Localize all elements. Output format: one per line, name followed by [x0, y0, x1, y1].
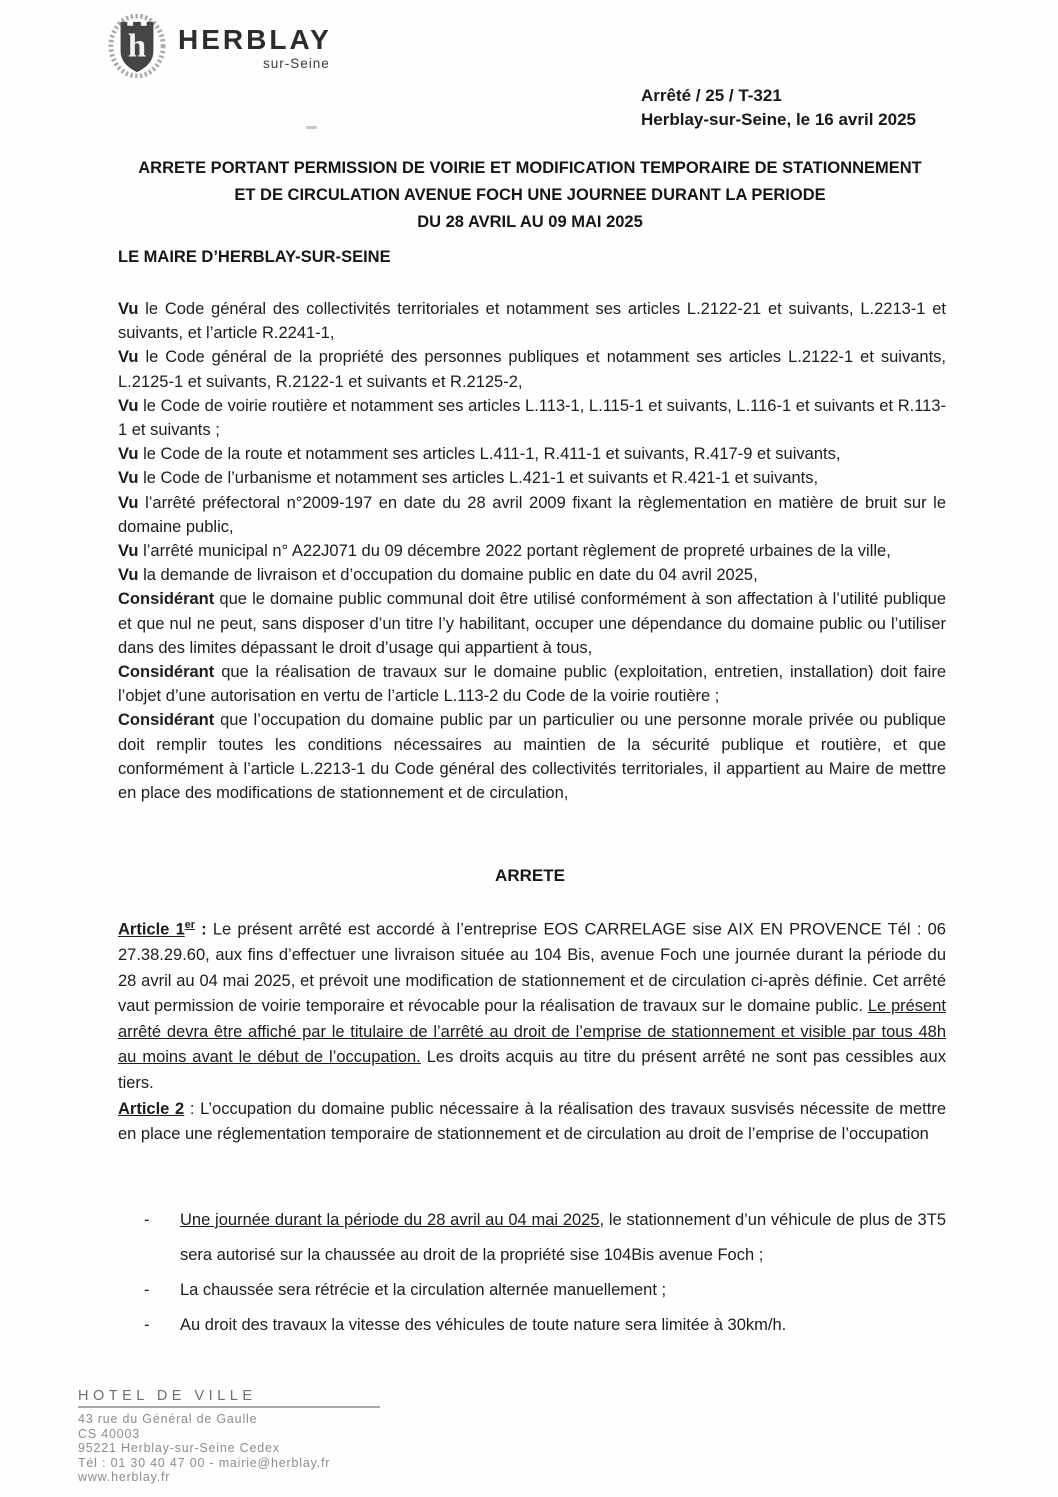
list-item-text: Une journée durant la période du 28 avril au 04 mai 2025, le stationnement d’un véhicule de plus de 3T5 sera autorisé sur la chaussée au droit de la propriété sise 104Bis avenue Foch ;	[180, 1211, 946, 1264]
recital-paragraph: Vu la demande de livraison et d’occupation du domaine public en date du 04 avril 2025,	[118, 566, 758, 585]
footer-website-line: www.herblay.fr	[78, 1470, 171, 1484]
list-item	[144, 1203, 946, 1273]
list-item-text: Au droit des travaux la vitesse des véhicules de toute nature sera limitée à 30km/h.	[180, 1316, 787, 1334]
footer-contact-line: Tél : 01 30 40 47 00 - mairie@herblay.fr	[78, 1455, 331, 1470]
provisions-list	[144, 1203, 946, 1343]
recital-paragraph: Vu le Code général des collectivités territoriales et notamment ses articles L.2122-21 et suivants, L.2213-1 et suivants, et l’article R.2241-1,	[118, 300, 946, 343]
city-subname: sur-Seine	[263, 56, 330, 71]
arrete-heading: ARRETE	[495, 866, 565, 885]
recital-paragraph: Vu le Code général de la propriété des personnes publiques et notamment ses articles L.2122-1 et suivants, L.2125-1 et suivants, R.2122-1 et suivants et R.2125-2,	[118, 348, 946, 391]
issuer-line: LE MAIRE D’HERBLAY-SUR-SEINE	[118, 248, 391, 266]
title-line-1: ARRETE PORTANT PERMISSION DE VOIRIE ET MODIFICATION TEMPORAIRE DE STATIONNEMENT	[138, 159, 922, 177]
recital-paragraph: Vu le Code de la route et notamment ses articles L.411-1, R.411-1 et suivants, R.417-9 et suivants,	[118, 445, 841, 464]
recital-paragraph: Vu le Code de voirie routière et notamment ses articles L.113-1, L.115-1 et suivants, L.116-1 et suivants et R.113-1 et suivants ;	[118, 396, 946, 440]
recitals-section	[118, 297, 946, 805]
footer-title: HOTEL DE VILLE	[78, 1388, 380, 1408]
recital-paragraph: Vu l’arrêté préfectoral n°2009-197 en date du 28 avril 2009 fixant la règlementation en matière de bruit sur le domaine public,	[118, 493, 946, 536]
city-crest-icon	[108, 14, 166, 78]
reference-block	[641, 84, 916, 132]
town-hall-footer	[78, 1388, 380, 1485]
bullet-dash: -	[144, 1281, 150, 1299]
article-1-paragraph: Article 1er : Le présent arrêté est accordé à l’entreprise EOS CARRELAGE sise AIX EN PROVENCE Tél : 06 27.38.29.60, aux fins d’effectuer une livraison située au 104 Bis, avenue Foch une journée durant la période du 28 avril au 04 mai 2025, et prévoit une modification de stationnement et de circulation ci-après définie. Cet arrêté vaut permission de voirie temporaire et révocable pour la réalisation de travaux sur le domaine public. Le présent arrêté devra être affiché par le titulaire de l’arrêté au droit de l’emprise de stationnement et visible par tous 48h au moins avant le début de l’occupation. Les droits acquis au titre du présent arrêté ne sont pas cessibles aux tiers.	[118, 919, 946, 1093]
list-item-text: La chaussée sera rétrécie et la circulation alternée manuellement ;	[180, 1281, 667, 1299]
place-and-date: Herblay-sur-Seine, le 16 avril 2025	[641, 110, 916, 129]
recital-paragraph: Vu l’arrêté municipal n° A22J071 du 09 décembre 2022 portant règlement de propreté urbaines de la ville,	[118, 542, 891, 561]
recital-paragraph: Vu le Code de l’urbanisme et notamment ses articles L.421-1 et suivants et R.421-1 et suivants,	[118, 469, 819, 488]
city-logo-text	[178, 14, 332, 71]
document-title	[116, 155, 944, 236]
footer-address-line: CS 40003	[78, 1426, 140, 1441]
city-name: HERBLAY	[178, 24, 332, 55]
decree-reference: Arrêté / 25 / T-321	[641, 86, 782, 105]
recital-paragraph: Considérant que l’occupation du domaine public par un particulier ou une personne morale privée ou publique doit remplir toutes les conditions nécessaires au maintien de la sécurité publique et routière, et que conformément à l’article L.2213-1 du Code général des collectivités territoriales, il appartient au Maire de mettre en place des modifications de stationnement et de circulation,	[118, 711, 946, 803]
list-item	[144, 1308, 946, 1343]
bullet-dash: -	[144, 1316, 150, 1334]
city-logo	[108, 14, 332, 78]
footer-address-line: 95221 Herblay-sur-Seine Cedex	[78, 1441, 280, 1455]
articles-section	[118, 913, 946, 1148]
title-line-3: DU 28 AVRIL AU 09 MAI 2025	[417, 213, 643, 231]
scan-artifact-mark	[306, 126, 317, 129]
article-2-paragraph: Article 2 : L’occupation du domaine public nécessaire à la réalisation des travaux susvisés nécessite de mettre en place une réglementation temporaire de stationnement et de circulation au droit de l’emprise de l’occupation	[118, 1099, 946, 1144]
recital-paragraph: Considérant que la réalisation de travaux sur le domaine public (exploitation, entretien, installation) doit faire l’objet d’une autorisation en vertu de l’article L.113-2 du Code de la voirie routière ;	[118, 663, 946, 706]
title-line-2: ET DE CIRCULATION AVENUE FOCH UNE JOURNEE DURANT LA PERIODE	[234, 186, 826, 204]
recital-paragraph: Considérant que le domaine public communal doit être utilisé conformément à son affectation à l’utilité publique et que nul ne peut, sans disposer d’un titre l’y habilitant, occuper une dépendance du domaine public ou l’utiliser dans des limites dépassant le droit d’usage qui appartient à tous,	[118, 590, 946, 657]
bullet-dash: -	[144, 1211, 150, 1229]
svg-text:h: h	[127, 28, 147, 65]
footer-address-line: 43 rue du Général de Gaulle	[78, 1412, 258, 1426]
list-item	[144, 1273, 946, 1308]
